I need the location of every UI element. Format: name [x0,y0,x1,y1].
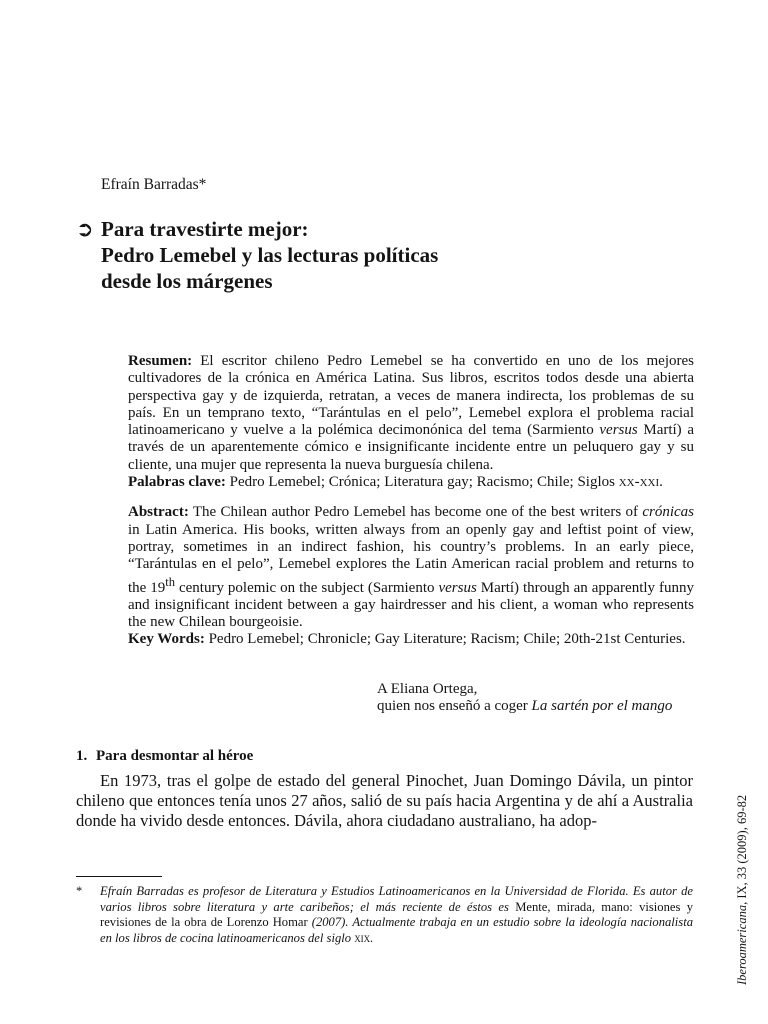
key-words-label: Key Words: [128,631,205,648]
footnote-end: . [370,930,374,945]
footnote-century: xix [354,930,371,945]
dedication-text: quien nos enseñó a coger [377,698,532,714]
abstract-text-1: The Chilean author Pedro Lemebel has become one of the best writers of [188,504,643,521]
title-line-3: desde los márgenes [101,269,273,293]
abstract-cronicas: crónicas [642,504,694,521]
journal-issue: , IX, 33 (2009), 69-82 [735,794,749,905]
resumen-label: Resumen: [128,353,193,369]
abstract-block [128,353,694,649]
section-number: 1. [76,748,88,764]
palabras-clave-label: Palabras clave: [128,474,226,491]
author-name: Efraín Barradas* [101,176,207,193]
journal-name: Iberoamericana [735,904,749,985]
article-title [76,216,636,294]
curved-arrow-icon: ➲ [76,217,94,241]
footnote [76,884,693,946]
resumen-versus: versus [599,422,638,439]
abstract-versus: versus [438,579,477,596]
title-line-1: Para travestirte mejor: [101,217,309,241]
key-words-paragraph [128,631,694,648]
abstract-paragraph [128,504,694,631]
abstract-text-4: Martí) through an apparently funny and insignificant incident between a gay hairdresser and his client, a woman who represents the new Chilean bourgeoisie. [128,579,694,631]
abstract-text-3: century polemic on the subject (Sarmiento [175,579,439,596]
abstract-text-2: in Latin America. His books, written always from an openly gay and leftist point of view, portray, sometimes in an indirect fashion, his country’s problems. In an early piece, “Tarántulas en el pelo”, Lemebel explores the Latin American racial problem and returns to the 19 [128,521,694,596]
dedication-line-1: A Eliana Ortega, [377,681,478,697]
palabras-clave-text: Pedro Lemebel; Crónica; Literatura gay; Racismo; Chile; Siglos [225,474,619,491]
footnote-book-title: Mente, mirada, mano: visiones y revisiones de la obra de Lorenzo Homar [100,899,693,929]
dedication [377,681,672,715]
footnote-text-2: (2007). Actualmente trabaja en un estudio sobre la ideología nacionalista en los libros de cocina latinoamericanos del siglo [100,915,693,945]
resumen-text-1: El escritor chileno Pedro Lemebel se ha convertido en uno de los mejores cultivadores de la crónica en América Latina. Sus libros, escritos todos desde una abierta perspectiva gay y de izquierda, retratan, a veces de manera indirecta, los problemas de su país. En un temprano texto, “Tarántulas en el pelo”, Lemebel explora el problema racial latinoamericano y vuelve a la polémica decimonónica del tema (Sarmiento [128,353,694,439]
section-heading [76,748,253,765]
palabras-clave-end: . [659,474,663,491]
resumen-text-2: Martí) a través de un aparentemente cómico e insignificante incidente entre un peluquero gay y su cliente, una mujer que representa la nueva burguesía chilena. [128,422,694,473]
footnote-text [100,884,693,946]
abstract-sup: th [165,574,176,589]
body-paragraph-1: En 1973, tras el golpe de estado del general Pinochet, Juan Domingo Dávila, un pintor chileno que entonces tenía unos 27 años, salió de su país hacia Argentina y de ahí a Australia donde ha vivido desde entonces. Dávila, ahora ciudadano australiano, ha adop- [76,771,693,830]
title-line-2: Pedro Lemebel y las lecturas políticas [101,243,439,267]
section-title: Para desmontar al héroe [96,748,254,764]
palabras-clave-centuries: xx-xxi [618,474,660,491]
footnote-divider [76,876,162,877]
dedication-line-2 [377,698,672,715]
abstract-label: Abstract: [128,504,189,521]
journal-reference [735,795,750,985]
footnote-text-1: Efraín Barradas es profesor de Literatura y Estudios Latinoamericanos en la Universidad de Florida. Es autor de varios libros sobre literatura y arte caribeños; el más reciente de éstos es [100,884,693,914]
body-text [76,771,693,831]
resumen-paragraph [128,353,694,474]
footnote-mark: * [76,884,83,898]
key-words-text: Pedro Lemebel; Chronicle; Gay Literature; Racism; Chile; 20th-21st Centuries. [204,631,686,648]
palabras-clave-paragraph [128,474,694,491]
dedication-book-title: La sartén por el mango [531,698,673,714]
